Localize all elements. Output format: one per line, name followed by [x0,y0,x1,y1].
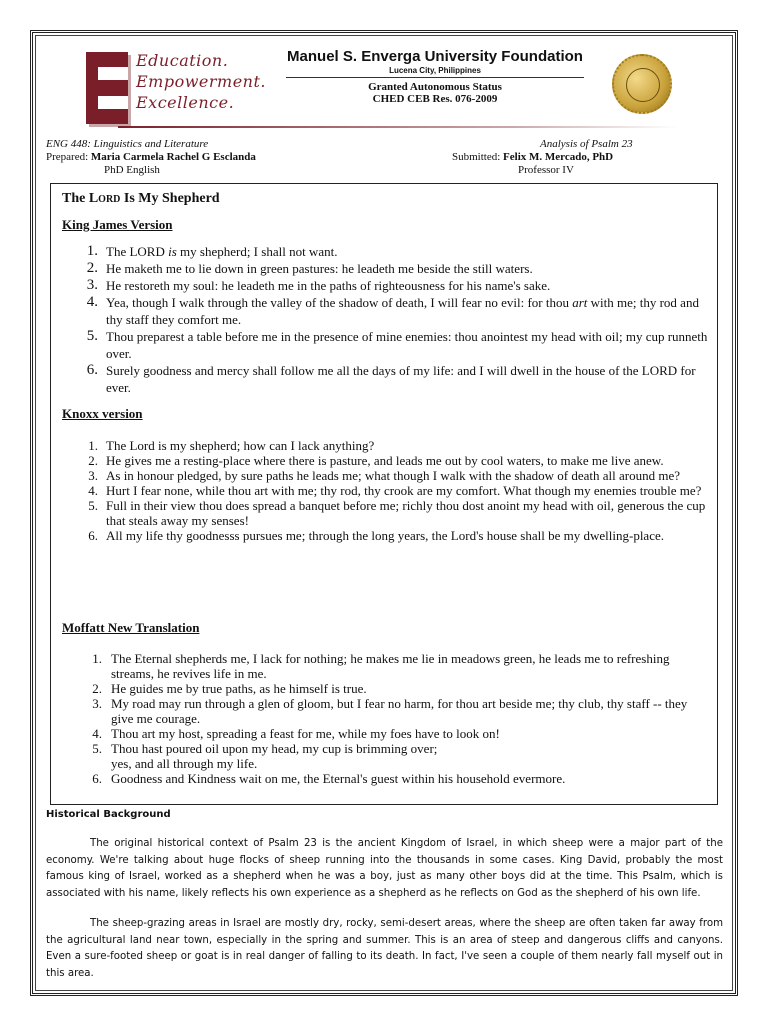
list-item: 1. The Eternal shepherds me, I lack for nothing; he makes me lie in meadows green, he leads me to refreshing streams, he revives life in me. [92,651,670,681]
list-item: 4. Yea, though I walk through the valley of the shadow of death, I will fear no evil: for thou art with me; thy rod and thy staff they comfort me. [86,294,699,327]
list-item: 4. Hurt I fear none, while thou art with me; thy rod, thy crook are my comfort. What though my enemies trouble me? [88,483,702,498]
knox-heading: Knoxx version [62,406,143,421]
list-item: 3. My road may run through a glen of gloom, but I fear no harm, for thou art beside me; thy club, thy staff -- they give me courage. [92,696,688,726]
motto-empowerment: Empowerment. [136,72,266,91]
prepared-by: Maria Carmela Rachel G Esclanda [90,151,256,163]
list-item: 5. Thou hast poured oil upon my head, my cup is brimming over; yes, and all through my life. [92,741,438,771]
history-paragraph-2: The sheep-grazing areas in Israel are mostly dry, rocky, semi-desert areas, where the sheep are often taken far away from the agricultural land near town, especially in the spring and summer. This is an area of steep and dangerous cliffs and canyons. Even a sure-footed sheep or goat is in real danger of falling to its death. In fact, I've seen a couple of them nearly fall myself out in this area. [46,918,723,979]
list-item: 1. The Lord is my shepherd; how can I lack anything? [88,438,375,453]
prepared-degree: PhD English [104,164,160,176]
list-item: 5. Thou preparest a table before me in the presence of mine enemies: thou anointest my head with oil; my cup runneth over. [86,328,708,361]
moffatt-verse-list [86,651,708,786]
course-info-right [452,138,633,177]
motto-block [136,50,266,113]
historical-background-heading: Historical Background [46,809,171,820]
list-item: 3. As in honour pledged, by sure paths he leads me; what though I walk with the shadow of death all around me? [88,468,681,483]
autonomous-status: Granted Autonomous Status [368,81,502,93]
history-paragraph-1: The original historical context of Psalm 23 is the ancient Kingdom of Israel, in which sheep were a major part of the economy. We're talking about huge flocks of sheep running into the thousands in some cases. King David, probably the most famous king of Israel, worked as a shepherd when he was a boy, just as many other boys did at the time. This Psalm, which is associated with his name, likely reflects his own experience as a shepherd as he reflects on God as the shepherd of his own life. [46,838,723,899]
ched-resolution: CHED CEB Res. 076-2009 [372,93,498,105]
university-seal-icon [612,54,672,114]
submitted-rank: Professor IV [518,164,574,176]
letterhead-rule [118,126,678,128]
list-item: 3. He restoreth my soul: he leadeth me in the paths of righteousness for his name's sake. [86,277,551,293]
university-logo-e [86,52,128,124]
moffatt-heading: Moffatt New Translation [62,620,200,635]
list-item: 6. All my life thy goodnesss pursues me; through the long years, the Lord's house shall be my dwelling-place. [88,528,664,543]
motto-excellence: Excellence. [136,93,235,112]
kjv-verse-list [82,243,708,396]
list-item: 2. He maketh me to lie down in green pastures: he leadeth me beside the still waters. [86,260,533,276]
list-item: 2. He guides me by true paths, as he himself is true. [92,681,367,696]
course-info-left [46,138,256,177]
course-code: ENG 448: Linguistics and Literature [46,138,209,150]
university-city: Lucena City, Philippines [389,66,481,75]
list-item: 5. Full in their view thou does spread a banquet before me; richly thou dost anoint my head with oil, generous the cup that steals away my senses! [88,498,706,528]
list-item: 6. Goodness and Kindness wait on me, the Eternal's guest within his household evermore. [92,771,566,786]
submitted-to: Felix M. Mercado, PhD [503,151,614,163]
university-name: Manuel S. Enverga University Foundation [287,48,583,65]
list-item: 4. Thou art my host, spreading a feast for me, while my foes have to look on! [92,726,500,741]
kjv-heading: King James Version [62,217,173,232]
prepared-label: Prepared: [46,151,89,163]
list-item: 6. Surely goodness and mercy shall follow me all the days of my life: and I will dwell in the house of the LORD for ever. [86,362,696,395]
list-item: 2. He gives me a resting-place where there is pasture, and leads me out by cool waters, to make me live anew. [88,453,664,468]
assignment-title: Analysis of Psalm 23 [540,138,633,150]
psalm-title: The Lord Is My Shepherd [62,191,220,206]
university-info [280,48,590,105]
knox-verse-list [82,438,708,543]
submitted-label: Submitted: [452,151,501,163]
university-divider [286,77,584,78]
motto-education: Education. [136,51,229,70]
letterhead [80,46,700,128]
list-item: 1. The LORD is my shepherd; I shall not want. [86,243,338,259]
